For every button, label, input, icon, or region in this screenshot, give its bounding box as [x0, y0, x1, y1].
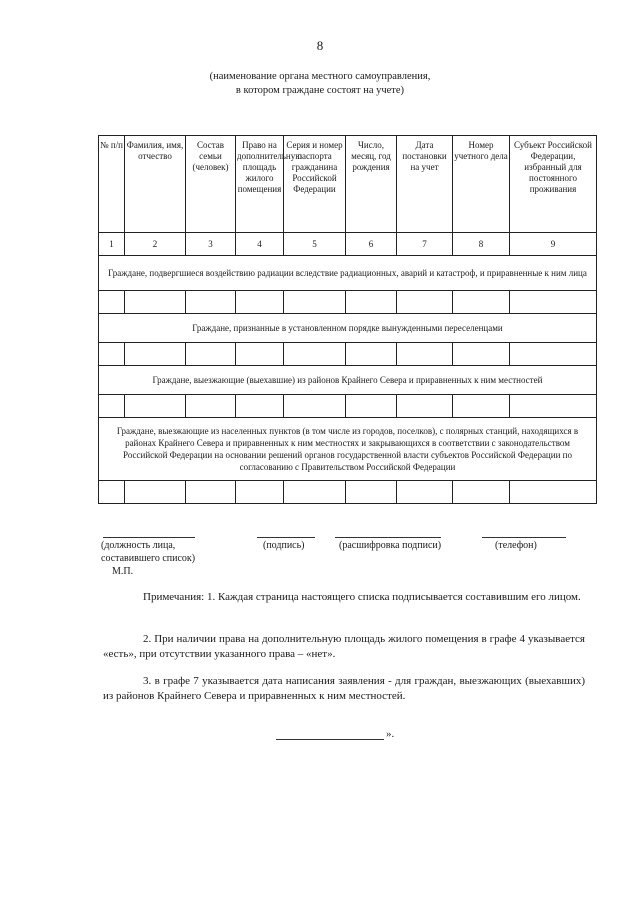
table-cell	[99, 481, 125, 504]
column-number: 3	[186, 233, 236, 256]
table-cell	[397, 291, 453, 314]
note-3: 3. в графе 7 указывается дата написания заявления - для граждан, выезжающих (выехавших) из районов Крайнего Севера и приравненных к ним местностей.	[103, 675, 585, 702]
column-number: 1	[99, 233, 125, 256]
table-cell	[186, 291, 236, 314]
closing-mark: ».	[386, 728, 395, 740]
decoding-caption: (расшифровка подписи)	[339, 540, 442, 551]
column-number: 6	[346, 233, 397, 256]
table-cell	[397, 395, 453, 418]
table-cell	[99, 395, 125, 418]
decoding-line	[335, 537, 441, 538]
table-cell	[510, 291, 597, 314]
table-cell	[236, 395, 284, 418]
signature-caption: (подпись)	[263, 540, 305, 551]
group-row	[99, 314, 597, 343]
table-row	[99, 343, 597, 366]
column-number: 8	[453, 233, 510, 256]
table-cell	[346, 481, 397, 504]
table-cell	[453, 481, 510, 504]
position-line	[103, 537, 195, 538]
group-title: Граждане, выезжающие из населенных пунктов (в том числе из городов, поселков), с полярных станций, находящихся в районах Крайнего Севера и приравненных к ним местностях и закрывающихся в соответствии с законодательством Российской Федерации на основании решений органов государственной власти субъектов Российской Федерации по согласованию с Правительством Российской Федерации	[99, 418, 597, 481]
column-header: Серия и номер паспорта гражданина Российской Федерации	[284, 136, 346, 233]
position-caption	[101, 539, 195, 578]
org-caption	[0, 70, 640, 98]
table-cell	[453, 343, 510, 366]
table-cell	[346, 291, 397, 314]
table-cell	[510, 343, 597, 366]
citizens-list-table	[98, 135, 597, 504]
group-title: Граждане, признанные в установленном порядке вынужденными переселенцами	[99, 314, 597, 343]
column-header: Право на дополнительную площадь жилого помещения	[236, 136, 284, 233]
table-cell	[453, 291, 510, 314]
table-cell	[284, 343, 346, 366]
page-number: 8	[316, 38, 324, 53]
stamp-label: М.П.	[112, 566, 134, 577]
column-number: 5	[284, 233, 346, 256]
table-cell	[453, 395, 510, 418]
table-cell	[236, 481, 284, 504]
table-cell	[125, 395, 186, 418]
table-cell	[99, 291, 125, 314]
note-1: Примечания: 1. Каждая страница настоящего списка подписывается составившим его лицом.	[143, 591, 581, 603]
position-caption-line-2: составившего список)	[101, 553, 196, 564]
table-cell	[284, 395, 346, 418]
table-row	[99, 395, 597, 418]
column-number-row	[99, 233, 597, 256]
table-cell	[125, 481, 186, 504]
signature-line	[257, 537, 315, 538]
group-title: Граждане, выезжающие (выехавшие) из районов Крайнего Севера и приравненных к ним местностей	[99, 366, 597, 395]
column-header: Номер учетного дела	[453, 136, 510, 233]
table-cell	[346, 343, 397, 366]
table-cell	[510, 481, 597, 504]
column-header: № п/п	[99, 136, 125, 233]
table-cell	[397, 343, 453, 366]
table-cell	[510, 395, 597, 418]
column-header: Состав семьи (человек)	[186, 136, 236, 233]
table-cell	[236, 343, 284, 366]
position-caption-line-1: (должность лица,	[101, 540, 176, 551]
org-caption-line-2: в котором граждане состоят на учете)	[235, 85, 405, 96]
column-header: Фамилия, имя, отчество	[125, 136, 186, 233]
table-row	[99, 481, 597, 504]
table-cell	[397, 481, 453, 504]
group-row	[99, 366, 597, 395]
org-caption-line-1: (наименование органа местного самоуправления,	[209, 71, 431, 82]
table-cell	[125, 343, 186, 366]
table-row	[99, 291, 597, 314]
table-header-row	[99, 136, 597, 233]
phone-line	[482, 537, 566, 538]
note-2: 2. При наличии права на дополнительную площадь жилого помещения в графе 4 указывается «есть», при отсутствии указанного права – «нет».	[103, 633, 585, 660]
table-cell	[125, 291, 186, 314]
table-cell	[346, 395, 397, 418]
table-cell	[284, 291, 346, 314]
column-number: 7	[397, 233, 453, 256]
group-row	[99, 418, 597, 481]
column-header: Число, месяц, год рождения	[346, 136, 397, 233]
table-cell	[186, 481, 236, 504]
column-header: Субъект Российской Федерации, избранный для постоянного проживания	[510, 136, 597, 233]
column-number: 2	[125, 233, 186, 256]
group-row	[99, 256, 597, 291]
column-header: Дата постановки на учет	[397, 136, 453, 233]
table-cell	[284, 481, 346, 504]
table-cell	[99, 343, 125, 366]
table-cell	[236, 291, 284, 314]
column-number: 9	[510, 233, 597, 256]
closing-blank-line	[276, 739, 384, 740]
column-number: 4	[236, 233, 284, 256]
table-cell	[186, 395, 236, 418]
group-title: Граждане, подвергшиеся воздействию радиации вследствие радиационных, аварий и катастроф, и приравненные к ним лица	[99, 256, 597, 291]
table-cell	[186, 343, 236, 366]
phone-caption: (телефон)	[495, 540, 537, 551]
